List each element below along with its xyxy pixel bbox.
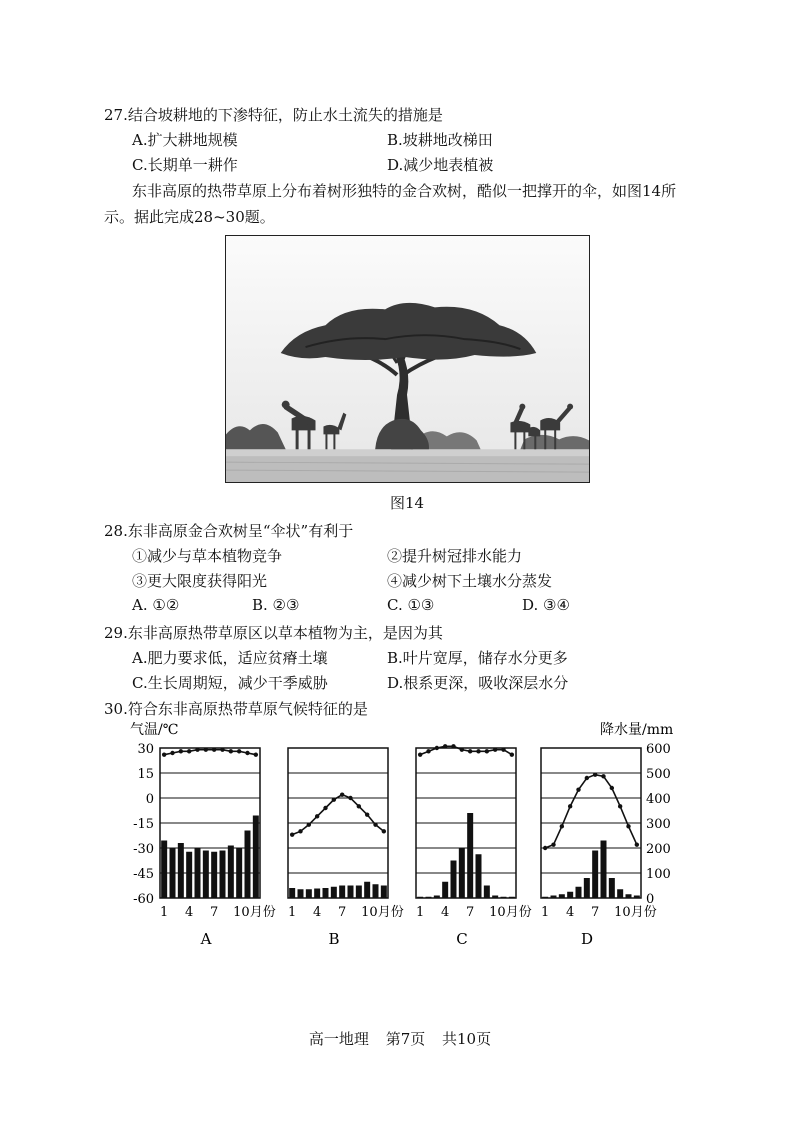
temperature-point bbox=[245, 751, 249, 755]
precip-bar bbox=[381, 886, 387, 899]
precip-bar bbox=[323, 888, 329, 898]
q28-stem: 28.东非高原金合欢树呈“伞状”有利于 bbox=[104, 522, 354, 540]
temp-tick-label: -45 bbox=[133, 867, 154, 882]
temperature-point bbox=[290, 832, 294, 836]
precip-bar bbox=[601, 841, 607, 899]
climate-chart-d bbox=[541, 748, 657, 948]
temperature-point bbox=[418, 752, 422, 756]
q28-option-a: A. ①② bbox=[132, 596, 180, 614]
q29-stem: 29.东非高原热带草原区以草本植物为主，是因为其 bbox=[104, 624, 443, 642]
temperature-point bbox=[237, 749, 241, 753]
temperature-point bbox=[187, 749, 191, 753]
x-tick-label: 10月份 bbox=[614, 905, 657, 920]
footer-subject: 高一地理 bbox=[308, 1030, 369, 1048]
precip-bar bbox=[467, 813, 473, 898]
q27-option-a: A.扩大耕地规模 bbox=[132, 131, 238, 149]
temperature-point bbox=[179, 749, 183, 753]
x-tick-label: 1 bbox=[416, 905, 425, 920]
precip-bar bbox=[451, 861, 457, 899]
precip-bar bbox=[584, 878, 590, 898]
temperature-point bbox=[593, 772, 597, 776]
temperature-point bbox=[501, 747, 505, 751]
precip-bar bbox=[417, 897, 423, 898]
temperature-point bbox=[451, 744, 455, 748]
temperature-point bbox=[298, 829, 302, 833]
precip-bar bbox=[339, 886, 345, 899]
temperature-point bbox=[576, 787, 580, 791]
q28-option-b: B. ②③ bbox=[252, 596, 300, 614]
precip-bar bbox=[559, 894, 565, 898]
temperature-point bbox=[485, 749, 489, 753]
temperature-point bbox=[357, 804, 361, 808]
precip-bar bbox=[228, 846, 234, 899]
temp-tick-label: 15 bbox=[137, 767, 154, 782]
temperature-point bbox=[618, 804, 622, 808]
x-tick-label: 4 bbox=[185, 905, 194, 920]
temperature-point bbox=[162, 752, 166, 756]
temperature-point bbox=[476, 749, 480, 753]
precip-bar bbox=[203, 851, 209, 899]
temperature-point bbox=[560, 824, 564, 828]
temperature-point bbox=[426, 749, 430, 753]
temp-tick-label: -30 bbox=[133, 842, 154, 857]
x-tick-label: 1 bbox=[541, 905, 550, 920]
x-tick-label: 1 bbox=[288, 905, 297, 920]
precip-bar bbox=[356, 886, 362, 899]
chart-name: B bbox=[328, 930, 340, 948]
precip-tick-label: 400 bbox=[646, 792, 671, 807]
precip-bar bbox=[609, 878, 615, 898]
precip-tick-label: 500 bbox=[646, 767, 671, 782]
temperature-point bbox=[195, 747, 199, 751]
temperature-point bbox=[348, 796, 352, 800]
precip-bar bbox=[289, 888, 295, 898]
precip-bar bbox=[170, 848, 176, 898]
climate-charts bbox=[0, 720, 800, 950]
temperature-point bbox=[220, 747, 224, 751]
temperature-point bbox=[254, 752, 258, 756]
q29-option-a: A.肥力要求低，适应贫瘠土壤 bbox=[132, 649, 328, 667]
precip-bar bbox=[576, 887, 582, 898]
precip-tick-label: 300 bbox=[646, 817, 671, 832]
temperature-point bbox=[601, 774, 605, 778]
q29-option-b: B.叶片宽厚，储存水分更多 bbox=[387, 649, 568, 667]
precip-bar bbox=[617, 889, 623, 898]
temperature-point bbox=[170, 751, 174, 755]
x-tick-label: 10月份 bbox=[361, 905, 404, 920]
precip-bar bbox=[476, 854, 482, 898]
precip-tick-label: 0 bbox=[646, 892, 655, 907]
x-tick-label: 10月份 bbox=[233, 905, 276, 920]
precip-bar bbox=[509, 897, 515, 898]
temperature-point bbox=[443, 744, 447, 748]
temperature-point bbox=[635, 842, 639, 846]
x-tick-label: 7 bbox=[210, 905, 219, 920]
x-tick-label: 7 bbox=[338, 905, 347, 920]
precip-tick-label: 200 bbox=[646, 842, 671, 857]
temperature-point bbox=[332, 797, 336, 801]
temperature-point bbox=[543, 846, 547, 850]
chart-name: A bbox=[200, 930, 212, 948]
precip-bar bbox=[634, 896, 640, 899]
temperature-point bbox=[585, 776, 589, 780]
temperature-line bbox=[545, 775, 637, 848]
temperature-point bbox=[626, 824, 630, 828]
precip-bar bbox=[314, 889, 320, 899]
x-tick-label: 7 bbox=[591, 905, 600, 920]
precip-bar bbox=[331, 887, 337, 898]
precip-bar bbox=[551, 896, 557, 899]
intro-line-2: 示。据此完成28~30题。 bbox=[104, 208, 275, 226]
q27-option-b: B.坡耕地改梯田 bbox=[387, 131, 493, 149]
precip-bar bbox=[211, 852, 217, 898]
temp-tick-label: 0 bbox=[145, 792, 154, 807]
precip-bar bbox=[236, 848, 242, 898]
temperature-point bbox=[340, 792, 344, 796]
chart-name: D bbox=[580, 930, 594, 948]
precip-bar bbox=[161, 841, 167, 899]
q27-option-c: C.长期单一耕作 bbox=[132, 156, 238, 174]
temperature-point bbox=[551, 842, 555, 846]
precip-bar bbox=[364, 882, 370, 898]
x-tick-label: 4 bbox=[313, 905, 322, 920]
x-tick-label: 4 bbox=[441, 905, 450, 920]
x-tick-label: 7 bbox=[466, 905, 475, 920]
temperature-point bbox=[610, 786, 614, 790]
climate-chart-a bbox=[160, 747, 276, 948]
temp-tick-label: -60 bbox=[133, 892, 154, 907]
q27-option-d: D.减少地表植被 bbox=[387, 156, 494, 174]
q28-option-d: D. ③④ bbox=[522, 596, 570, 614]
q28-statement-3: ③更大限度获得阳光 bbox=[132, 572, 268, 590]
temperature-point bbox=[468, 749, 472, 753]
climate-chart-b bbox=[288, 748, 404, 948]
precip-bar bbox=[484, 886, 490, 899]
q29-option-d: D.根系更深，吸收深层水分 bbox=[387, 674, 569, 692]
temperature-point bbox=[460, 747, 464, 751]
q28-statement-1: ①减少与草本植物竞争 bbox=[132, 547, 283, 565]
temperature-point bbox=[307, 822, 311, 826]
precip-bar bbox=[348, 886, 354, 899]
figure-14-caption: 图14 bbox=[390, 494, 425, 512]
temperature-point bbox=[323, 806, 327, 810]
temperature-line bbox=[292, 795, 384, 835]
precip-bar bbox=[195, 848, 201, 898]
precip-bar bbox=[298, 889, 304, 898]
precip-bar bbox=[567, 892, 573, 898]
q29-option-c: C.生长周期短，减少干季威胁 bbox=[132, 674, 328, 692]
footer-total: 共10页 bbox=[442, 1030, 492, 1048]
precip-bar bbox=[442, 882, 448, 898]
temperature-point bbox=[382, 829, 386, 833]
precip-bar bbox=[306, 889, 312, 898]
temperature-point bbox=[510, 752, 514, 756]
precip-tick-label: 600 bbox=[646, 742, 671, 757]
precip-bar bbox=[626, 894, 632, 898]
precip-bar bbox=[501, 897, 507, 898]
temperature-point bbox=[315, 814, 319, 818]
temperature-point bbox=[568, 804, 572, 808]
precip-bar bbox=[253, 816, 259, 899]
page-footer bbox=[0, 1028, 800, 1049]
q30-stem: 30.符合东非高原热带草原气候特征的是 bbox=[104, 700, 368, 718]
precip-axis-label: 降水量/mm bbox=[600, 722, 674, 738]
precip-bar bbox=[178, 843, 184, 898]
precip-bar bbox=[373, 884, 379, 898]
precip-bar bbox=[220, 851, 226, 899]
temp-tick-label: -15 bbox=[133, 817, 154, 832]
temperature-point bbox=[229, 749, 233, 753]
temperature-point bbox=[365, 812, 369, 816]
footer-page: 第7页 bbox=[385, 1030, 426, 1048]
precip-bar bbox=[434, 896, 440, 899]
temperature-point bbox=[493, 747, 497, 751]
temp-axis-label: 气温/℃ bbox=[130, 722, 179, 738]
acacia-savanna-photo bbox=[225, 235, 590, 483]
precip-bar bbox=[459, 848, 465, 898]
x-tick-label: 1 bbox=[160, 905, 169, 920]
precip-bar bbox=[186, 852, 192, 898]
precip-bar bbox=[592, 851, 598, 899]
climate-chart-c bbox=[416, 744, 532, 948]
temperature-point bbox=[373, 822, 377, 826]
q28-option-c: C. ①③ bbox=[387, 596, 435, 614]
temperature-point bbox=[204, 747, 208, 751]
x-tick-label: 10月份 bbox=[489, 905, 532, 920]
temperature-point bbox=[212, 747, 216, 751]
temp-tick-label: 30 bbox=[137, 742, 154, 757]
chart-name: C bbox=[456, 930, 468, 948]
q27-stem: 27.结合坡耕地的下渗特征，防止水土流失的措施是 bbox=[104, 106, 443, 124]
x-tick-label: 4 bbox=[566, 905, 575, 920]
precip-bar bbox=[245, 831, 251, 899]
precip-bar bbox=[492, 896, 498, 899]
temperature-point bbox=[435, 746, 439, 750]
q28-statement-2: ②提升树冠排水能力 bbox=[387, 547, 523, 565]
precip-bar bbox=[426, 897, 432, 898]
precip-bar bbox=[542, 897, 548, 898]
precip-tick-label: 100 bbox=[646, 867, 671, 882]
temperature-line bbox=[164, 750, 256, 755]
q28-statement-4: ④减少树下土壤水分蒸发 bbox=[387, 572, 553, 590]
intro-line-1: 东非高原的热带草原上分布着树形独特的金合欢树，酷似一把撑开的伞，如图14所 bbox=[132, 182, 677, 200]
